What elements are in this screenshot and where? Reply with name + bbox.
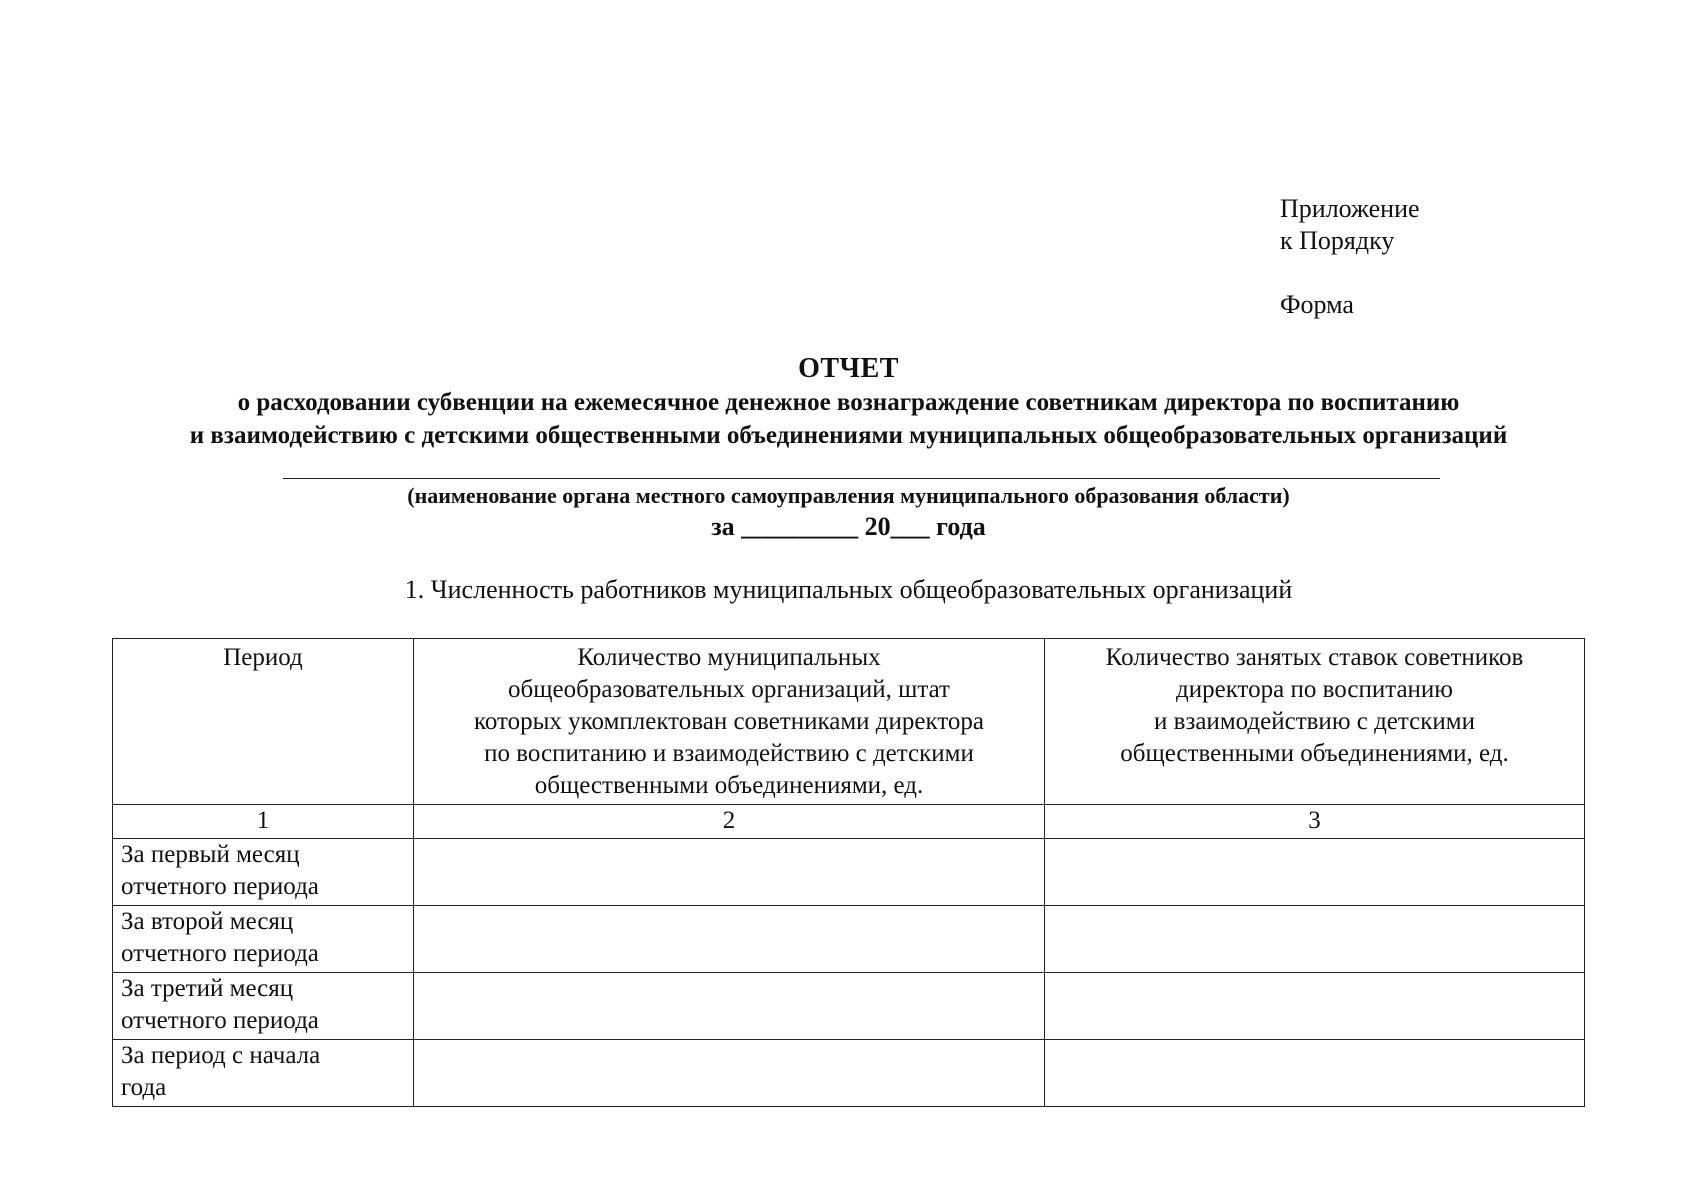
positions-count-cell[interactable] bbox=[1045, 973, 1585, 1040]
column-number-row bbox=[113, 805, 1585, 839]
report-title: ОТЧЕТ bbox=[798, 353, 899, 384]
row-label-line: За первый месяц bbox=[121, 841, 300, 868]
column-number: 1 bbox=[113, 805, 414, 839]
positions-count-cell[interactable] bbox=[1045, 906, 1585, 973]
header-line: Количество занятых ставок советников bbox=[1105, 644, 1524, 671]
org-count-cell[interactable] bbox=[414, 1040, 1045, 1107]
positions-count-cell[interactable] bbox=[1045, 839, 1585, 906]
row-label-line: отчетного периода bbox=[121, 873, 319, 900]
header-period bbox=[113, 639, 414, 805]
form-label: Форма bbox=[1280, 290, 1354, 319]
org-count-cell[interactable] bbox=[414, 906, 1045, 973]
header-line: Количество муниципальных bbox=[577, 644, 881, 671]
row-label-line: отчетного периода bbox=[121, 1007, 319, 1034]
header-line: Период bbox=[223, 644, 303, 671]
row-label-line: отчетного периода bbox=[121, 940, 319, 967]
appendix-line-1: Приложение bbox=[1280, 194, 1420, 223]
header-line: общественными объединениями, ед. bbox=[1120, 740, 1509, 767]
authority-name-caption: (наименование органа местного самоуправления муниципального образования области) bbox=[407, 483, 1290, 508]
row-label bbox=[113, 839, 414, 906]
row-label-line: За третий месяц bbox=[121, 975, 294, 1002]
row-label-line: года bbox=[121, 1074, 167, 1101]
header-line: общеобразовательных организаций, штат bbox=[508, 676, 950, 703]
table-row bbox=[113, 906, 1585, 973]
report-period-line: за _________ 20___ года bbox=[711, 512, 986, 541]
column-number: 3 bbox=[1045, 805, 1585, 839]
header-line: и взаимодействию с детскими bbox=[1154, 708, 1475, 735]
report-title-block bbox=[0, 352, 1697, 452]
appendix-note bbox=[1280, 193, 1420, 321]
header-line: директора по воспитанию bbox=[1176, 676, 1453, 703]
org-count-cell[interactable] bbox=[414, 839, 1045, 906]
row-label-line: За период с начала bbox=[121, 1042, 321, 1069]
row-label bbox=[113, 973, 414, 1040]
column-number: 2 bbox=[414, 805, 1045, 839]
header-org-count bbox=[414, 639, 1045, 805]
header-line: общественными объединениями, ед. bbox=[534, 772, 924, 799]
header-positions-count bbox=[1045, 639, 1585, 805]
table-header-row bbox=[113, 639, 1585, 805]
positions-count-cell[interactable] bbox=[1045, 1040, 1585, 1107]
staffing-table bbox=[112, 638, 1585, 1107]
authority-name-blank-line bbox=[283, 478, 1440, 479]
report-subtitle-line-2: и взаимодействию с детскими общественными объединениями муниципальных общеобразовательных организаций bbox=[189, 422, 1508, 449]
org-count-cell[interactable] bbox=[414, 973, 1045, 1040]
row-label bbox=[113, 1040, 414, 1107]
table-row bbox=[113, 1040, 1585, 1107]
row-label-line: За второй месяц bbox=[121, 908, 294, 935]
row-label bbox=[113, 906, 414, 973]
section-title: 1. Численность работников муниципальных общеобразовательных организаций bbox=[404, 575, 1293, 604]
table-row bbox=[113, 839, 1585, 906]
report-subtitle-line-1: о расходовании субвенции на ежемесячное денежное вознаграждение советникам директора по воспитанию bbox=[237, 389, 1460, 416]
table-row bbox=[113, 973, 1585, 1040]
header-line: которых укомплектован советниками директора bbox=[473, 708, 985, 735]
appendix-line-2: к Порядку bbox=[1280, 226, 1395, 255]
header-line: по воспитанию и взаимодействию с детскими bbox=[484, 740, 974, 767]
